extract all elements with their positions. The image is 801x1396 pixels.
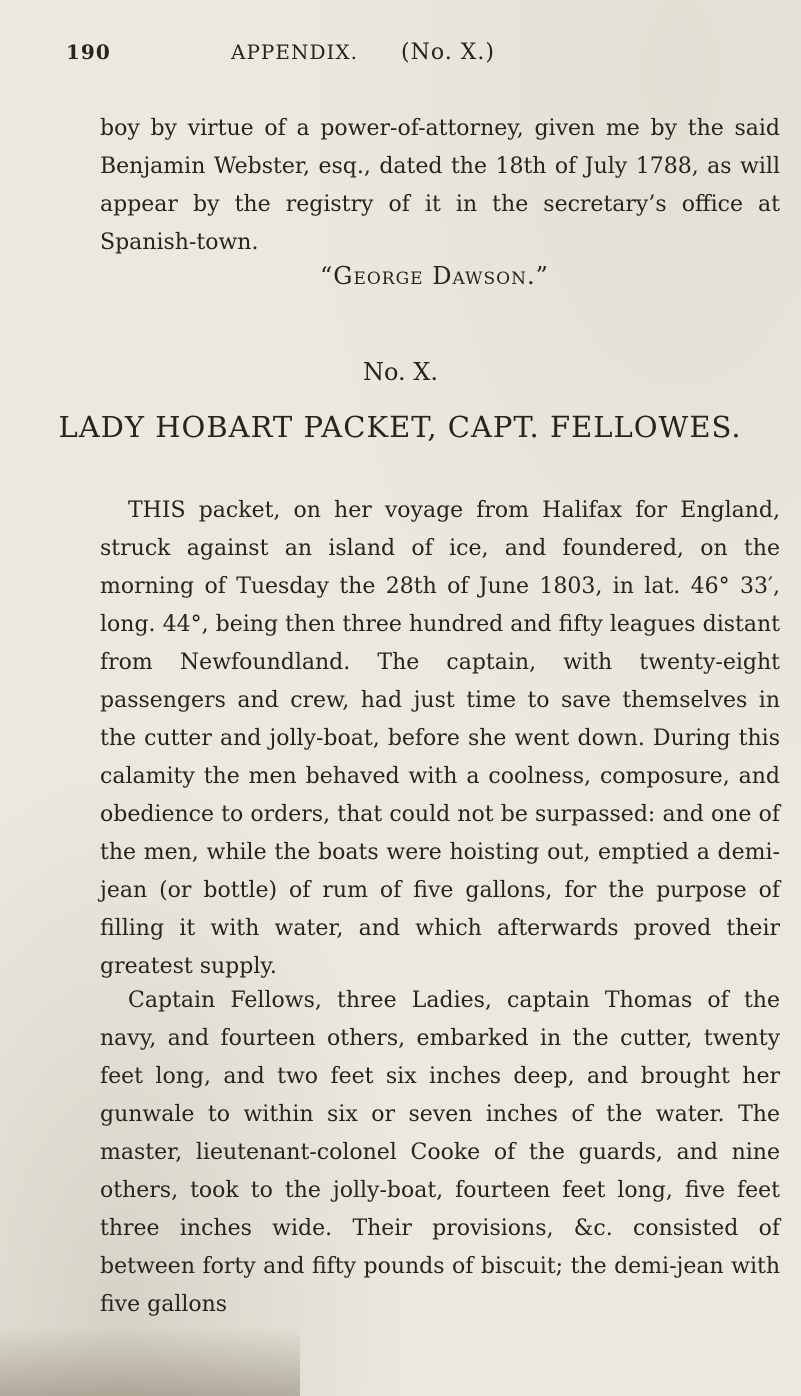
signature-line: “George Dawson.” bbox=[320, 262, 549, 290]
body-paragraph: Captain Fellows, three Ladies, captain Thomas of the navy, and fourteen others, embarked in the cutter, twenty feet long, and two feet six inches deep, and brought her gunwale to within six or seven inches of the water. The master, lieutenant-colonel Cooke of the guards, and nine others, took to the jolly-boat, fourteen feet long, five feet three inches wide. Their provisions, &c. consisted of between forty and fifty pounds of biscuit; the demi-jean with five gallons bbox=[100, 988, 780, 1317]
continued-paragraph: boy by virtue of a power-of-attorney, given me by the said Benjamin Webster, esq., dated the 18th of July 1788, as will appear by the registry of it in the secretary’s office at Spanish-town. bbox=[100, 116, 780, 255]
section-title: LADY HOBART PACKET, CAPT. FELLOWES. bbox=[58, 410, 742, 444]
body-paragraph: THIS packet, on her voyage from Halifax for England, struck against an island of ice, and foundered, on the morning of Tuesday the 28th of June 1803, in lat. 46° 33′, long. 44°, being then three hundred and fifty leagues distant from Newfoundland. The captain, with twenty-eight passengers and crew, had just time to save themselves in the cutter and jolly-boat, before she went down. During this calamity the men behaved with a coolness, composure, and obedience to orders, that could not be surpassed: and one of the men, while the boats were hoisting out, emptied a demi-jean (or bottle) of rum of five gallons, for the purpose of filling it with water, and which afterwards proved their greatest supply. bbox=[100, 498, 780, 979]
running-head-title: APPENDIX. bbox=[231, 40, 358, 64]
page-number: 190 bbox=[66, 40, 111, 64]
running-header bbox=[66, 40, 741, 74]
section-number: No. X. bbox=[363, 358, 438, 386]
scan-shadow bbox=[0, 1326, 300, 1396]
running-head-number: (No. X.) bbox=[401, 40, 495, 65]
